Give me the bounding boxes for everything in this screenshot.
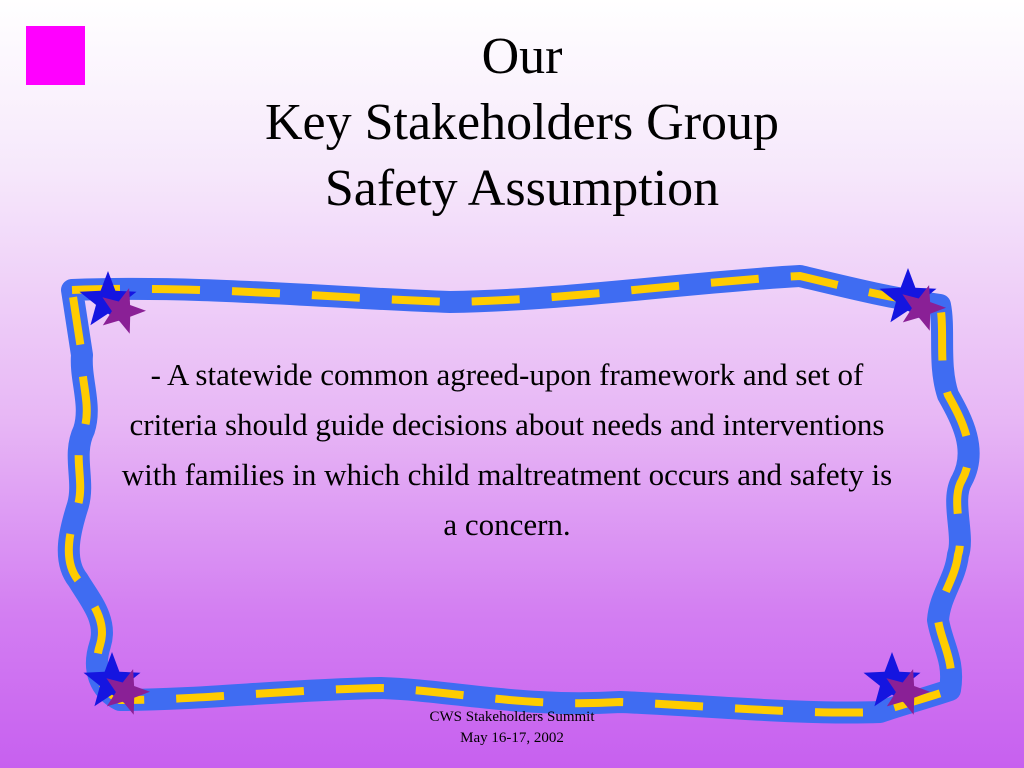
title-line-1: Our bbox=[481, 28, 563, 85]
title-line-2: Key Stakeholders Group bbox=[264, 94, 780, 151]
footer-line-1: CWS Stakeholders Summit bbox=[429, 709, 595, 725]
footer-line-2: May 16-17, 2002 bbox=[460, 730, 564, 746]
body-bullet-text: - A statewide common agreed-upon framework and set of criteria should guide decisions about needs and interventions with families in which child maltreatment occurs and safety is a concern. bbox=[121, 357, 893, 542]
footer bbox=[352, 707, 672, 749]
title-line-3: Safety Assumption bbox=[324, 160, 720, 217]
